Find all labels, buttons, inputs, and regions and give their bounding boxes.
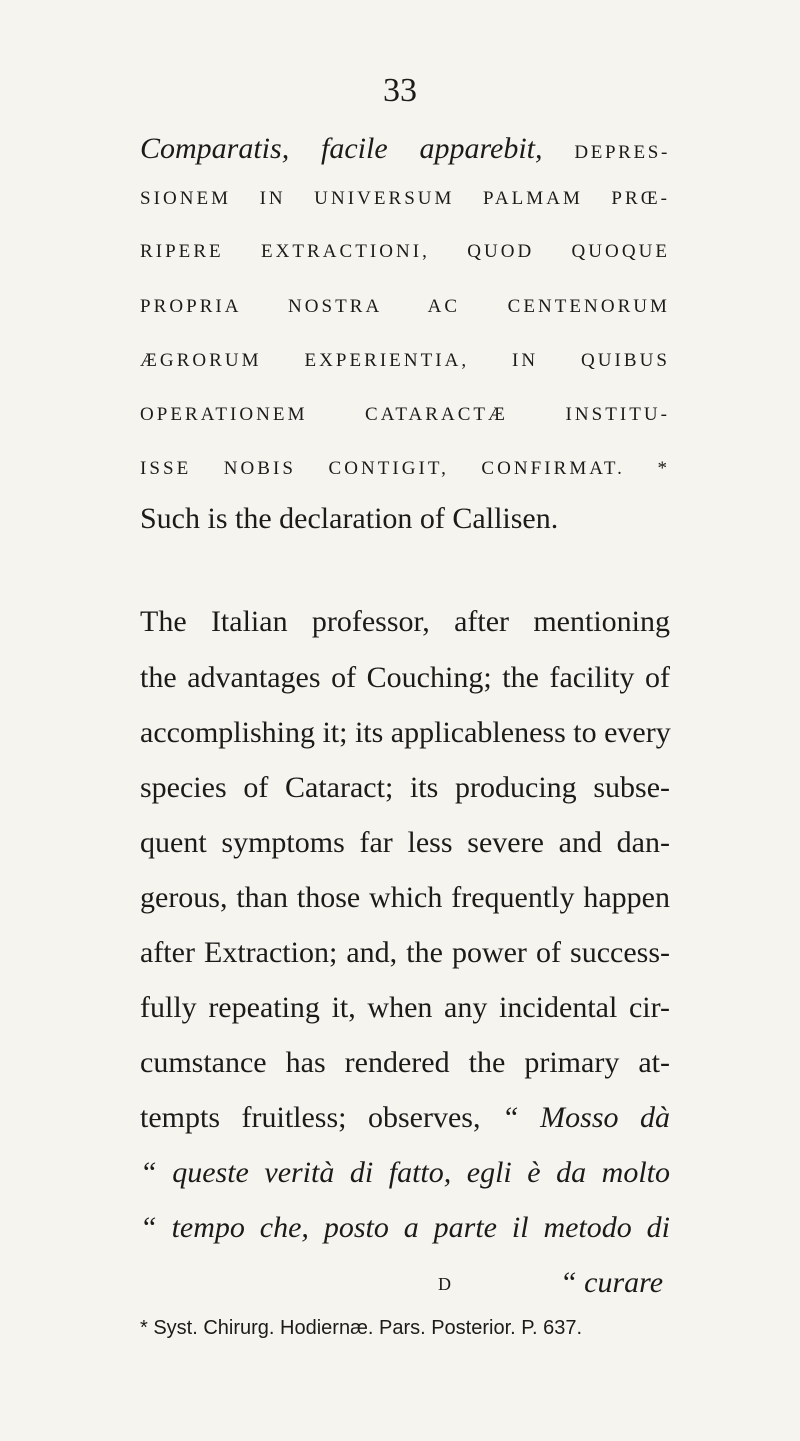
observes-italic: “ Mosso dà bbox=[501, 1101, 671, 1134]
latin-caps-line: OPERATIONEM CATARACTÆ INSTITU- bbox=[140, 404, 670, 425]
paragraph-line: species of Cataract; its producing subse- bbox=[140, 771, 670, 804]
italic-quote-line: “ queste verità di fatto, egli è da molto bbox=[140, 1156, 670, 1189]
latin-caps-line: PROPRIA NOSTRA AC CENTENORUM bbox=[140, 296, 670, 317]
paragraph-line: gerous, than those which frequently happen bbox=[140, 881, 670, 914]
latin-opening-italic: Comparatis, facile apparebit, bbox=[140, 132, 543, 165]
paragraph-line: the advantages of Couching; the facility of bbox=[140, 661, 670, 694]
page-number: 33 bbox=[383, 72, 417, 109]
paragraph-line: after Extraction; and, the power of success- bbox=[140, 936, 670, 969]
declaration-line: Such is the declaration of Callisen. bbox=[140, 502, 559, 535]
paragraph-line: The Italian professor, after mentioning bbox=[140, 605, 670, 638]
latin-caps-line: SIONEM IN UNIVERSUM PALMAM PRŒ- bbox=[140, 188, 670, 209]
latin-caps-line: ISSE NOBIS CONTIGIT, CONFIRMAT. * bbox=[140, 458, 670, 479]
paragraph-line: cumstance has rendered the primary at- bbox=[140, 1046, 670, 1079]
signature-mark: D bbox=[438, 1274, 451, 1294]
catchword: “ curare bbox=[560, 1266, 664, 1299]
latin-caps-line: RIPERE EXTRACTIONI, QUOD QUOQUE bbox=[140, 241, 670, 262]
paragraph-line: quent symptoms far less severe and dan- bbox=[140, 826, 670, 859]
latin-caps-line: ÆGRORUM EXPERIENTIA, IN QUIBUS bbox=[140, 350, 670, 371]
paragraph-line: fully repeating it, when any incidental cir- bbox=[140, 991, 670, 1024]
observes-roman: tempts fruitless; observes, bbox=[140, 1101, 481, 1134]
observes-line bbox=[140, 1101, 670, 1135]
paragraph-line: accomplishing it; its applicableness to every bbox=[140, 716, 671, 749]
italic-quote-line: “ tempo che, posto a parte il metodo di bbox=[140, 1211, 670, 1244]
latin-opening-line bbox=[140, 132, 670, 166]
footnote: * Syst. Chirurg. Hodiernæ. Pars. Posterior. P. 637. bbox=[140, 1317, 583, 1339]
latin-opening-caps: DEPRES- bbox=[574, 142, 670, 163]
